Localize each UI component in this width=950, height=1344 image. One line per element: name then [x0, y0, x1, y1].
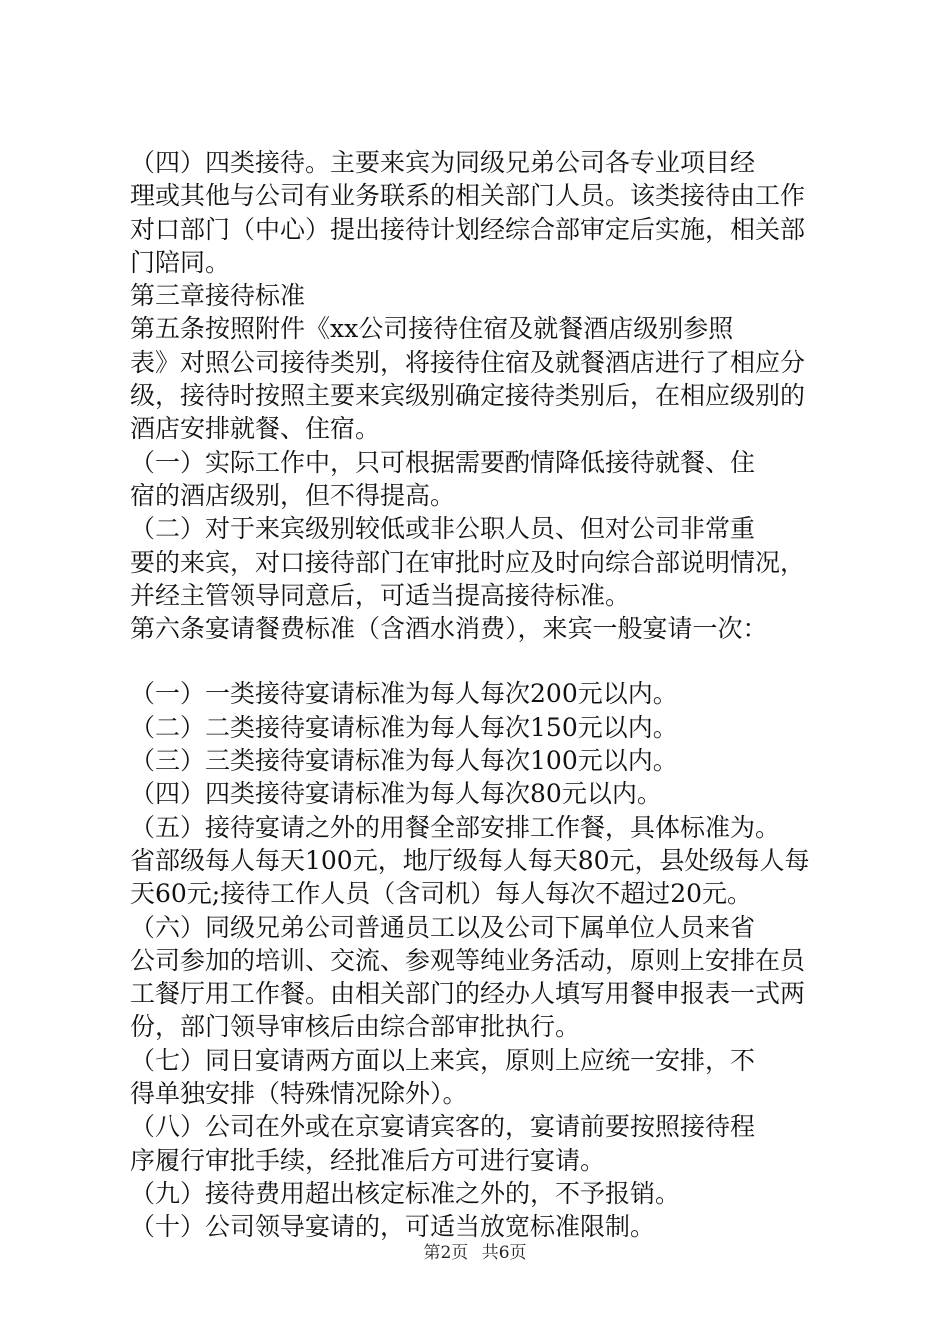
document-body	[130, 146, 835, 1244]
text-line: 第五条按照附件《xx公司接待住宿及就餐酒店级别参照	[130, 314, 734, 344]
text-line: 宿的酒店级别，但不得提高。	[130, 480, 456, 510]
text-line: 理或其他与公司有业务联系的相关部门人员。该类接待由工作	[130, 181, 806, 211]
chapter-heading: 第三章接待标准	[130, 281, 306, 311]
text-line: 公司参加的培训、交流、参观等纯业务活动，原则上安排在员	[130, 945, 806, 975]
text-line: 第六条宴请餐费标准（含酒水消费），来宾一般宴请一次：	[130, 614, 768, 644]
text-line: 对口部门（中心）提出接待计划经综合部审定后实施，相关部	[130, 214, 806, 244]
text-line: 得单独安排（特殊情况除外）。	[130, 1079, 468, 1109]
text-line: （四）四类接待宴请标准为每人每次80元以内。	[130, 779, 662, 809]
text-line: 门陪同。	[130, 247, 231, 277]
text-line: 要的来宾，对口接待部门在审批时应及时向综合部说明情况，	[130, 547, 806, 577]
text-line: 表》对照公司接待类别，将接待住宿及就餐酒店进行了相应分	[130, 347, 806, 377]
text-line: 工餐厅用工作餐。由相关部门的经办人填写用餐申报表一式两	[130, 979, 806, 1009]
text-line: 级，接待时按照主要来宾级别确定接待类别后，在相应级别的	[130, 381, 806, 411]
text-line: 份，部门领导审核后由综合部审批执行。	[130, 1012, 581, 1042]
page-number: 第2页	[423, 1243, 469, 1263]
text-line: （一）实际工作中，只可根据需要酌情降低接待就餐、住	[130, 447, 756, 477]
text-line: 酒店安排就餐、住宿。	[130, 414, 381, 444]
text-line: （七）同日宴请两方面以上来宾，原则上应统一安排，不	[130, 1045, 756, 1075]
text-line: （二）对于来宾级别较低或非公职人员、但对公司非常重	[130, 514, 756, 544]
text-line: 天60元;接待工作人员（含司机）每人每次不超过20元。	[130, 879, 753, 909]
page-footer	[0, 1243, 950, 1263]
text-line: （三）三类接待宴请标准为每人每次100元以内。	[130, 746, 678, 776]
text-line: （二）二类接待宴请标准为每人每次150元以内。	[130, 712, 678, 742]
text-line: （八）公司在外或在京宴请宾客的，宴请前要按照接待程	[130, 1112, 756, 1142]
text-line: （六）同级兄弟公司普通员工以及公司下属单位人员来省	[130, 912, 756, 942]
text-line: （五）接待宴请之外的用餐全部安排工作餐，具体标准为。	[130, 812, 781, 842]
text-line: 序履行审批手续，经批准后方可进行宴请。	[130, 1145, 606, 1175]
page-total: 共6页	[481, 1243, 527, 1263]
text-line: （十）公司领导宴请的，可适当放宽标准限制。	[130, 1212, 656, 1242]
text-line: 并经主管领导同意后，可适当提高接待标准。	[130, 580, 631, 610]
text-line: （四）四类接待。主要来宾为同级兄弟公司各专业项目经	[130, 148, 756, 177]
text-line: 省部级每人每天100元，地厅级每人每天80元，县处级每人每	[130, 845, 810, 875]
text-line: （一）一类接待宴请标准为每人每次200元以内。	[130, 679, 678, 709]
text-line: （九）接待费用超出核定标准之外的，不予报销。	[130, 1178, 681, 1208]
